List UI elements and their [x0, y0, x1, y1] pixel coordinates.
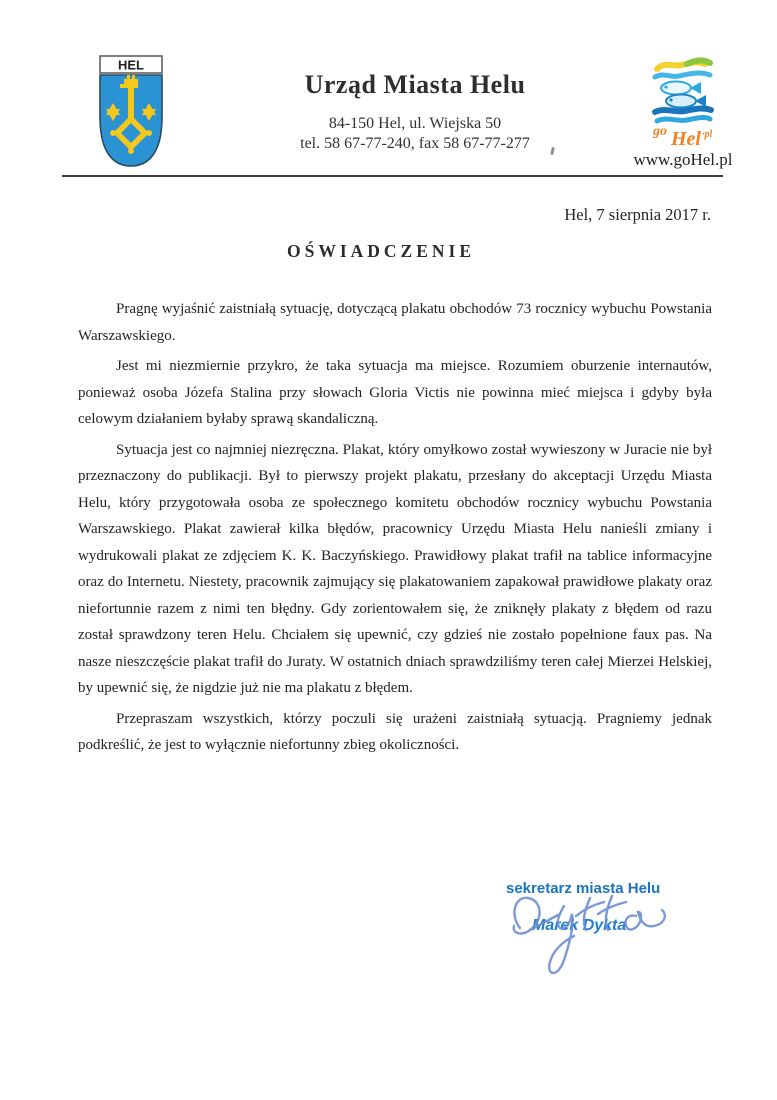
org-name: Urząd Miasta Helu [304, 70, 526, 99]
header-divider [62, 175, 723, 177]
paragraph-1: Pragnę wyjaśnić zaistniałą sytuację, dotyczącą plakatu obchodów 73 rocznicy wybuchu Powstania Warszawskiego. [78, 301, 712, 344]
logo-text-hel: Hel [671, 128, 701, 148]
date-line: Hel, 7 sierpnia 2017 r. [564, 205, 711, 224]
gohel-logo-icon [647, 56, 719, 148]
signature-name: Marek Dykta [532, 917, 627, 934]
org-address-line2: tel. 58 67-77-240, fax 58 67-77-277 [300, 135, 530, 152]
signature-block [498, 878, 713, 988]
letterhead-org-block [230, 70, 600, 154]
gohel-logo-block [628, 56, 738, 170]
paragraph-3: Sytuacja jest co najmniej niezręczna. Plakat, który omyłkowo został wywieszony w Juracie nie był przeznaczony do publikacji. Był to pierwszy projekt plakatu, przesłany do akceptacji Urzędu Miasta Helu, który przygotowała osoba ze społecznego komitetu obchodów rocznicy wybuchu Powstania Warszawskiego. Plakat zawierał kilka błędów, pracownicy Urzędu Miasta Helu nanieśli zmiany i wydrukowali plakat ze zdjęciem K. K. Baczyńskiego. Prawidłowy plakat trafił na tablice informacyjne oraz do Internetu. Niestety, pracownik zajmujący się plakatowaniem zapakował prawidłowe plakaty oraz niefortunnie razem z nimi ten błędny. Gdy zorientowałem się, że zniknęły plakaty z błędem od razu został sprawdzony teren Helu. Chciałem się upewnić, czy gdzieś nie zostało popełnione faux pas. Na nasze nieszczęście plakat trafił do Juraty. W ostatnich dniach sprawdziliśmy teren całej Mierzei Helskiej, by upewnić się, że nigdzie już nie ma plakatu z błędem. [78, 441, 712, 696]
logo-text-go: go [653, 124, 667, 139]
hel-coat-of-arms [97, 55, 165, 171]
paragraph-4: Przepraszam wszystkich, którzy poczuli się urażeni zaistniałą sytuacją. Pragniemy jednak podkreślić, że jest to wyłącznie niefortunny zbieg okoliczności. [78, 710, 712, 753]
fish-icon-upper [661, 82, 701, 95]
letter-body [78, 296, 712, 763]
org-address-line1: 84-150 Hel, ul. Wiejska 50 [328, 115, 502, 132]
hel-crest-icon [97, 55, 165, 171]
logo-text-pl: ·pl [702, 129, 713, 140]
letter-title: OŚWIADCZENIE [286, 241, 476, 261]
paragraph-2: Jest mi niezmiernie przykro, że taka sytuacja ma miejsce. Rozumiem oburzenie internautów, ponieważ osoba Józefa Stalina przy słowach Gloria Victis nie powinna mieć miejsca i gdyby była celowym działaniem byłaby sprawą skandaliczną. [78, 358, 712, 427]
crest-label: HEL [118, 57, 144, 73]
signature-role: sekretarz miasta Helu [506, 880, 661, 897]
website-url: www.goHel.pl [633, 150, 733, 169]
handwritten-signature-icon [498, 886, 698, 981]
